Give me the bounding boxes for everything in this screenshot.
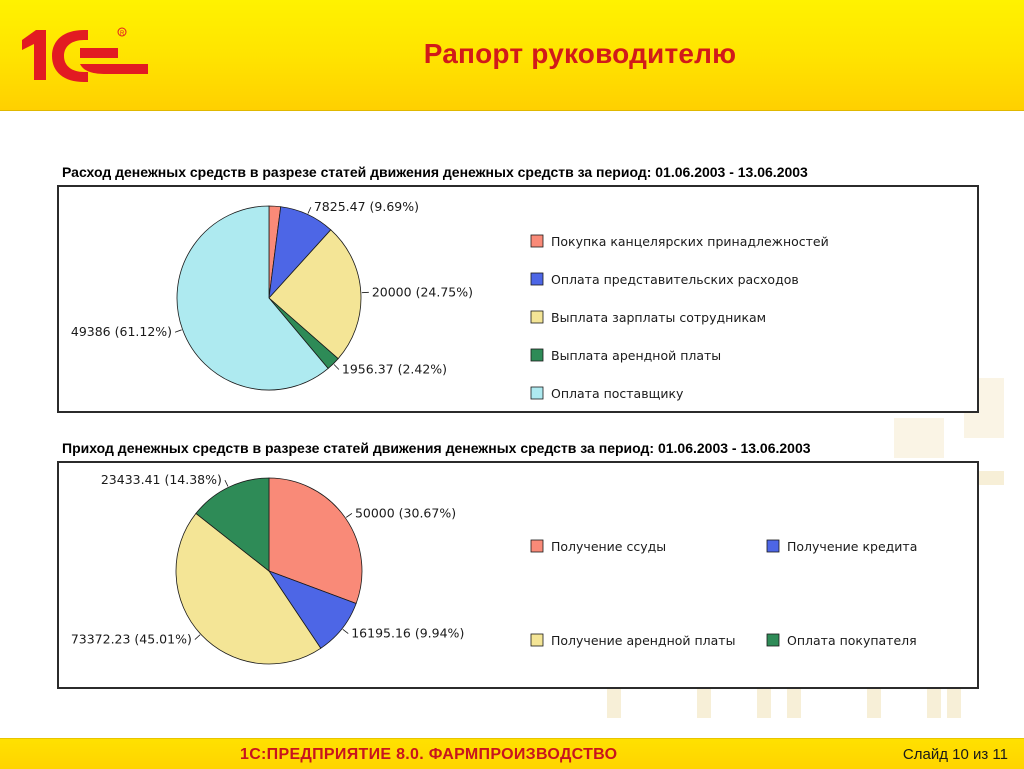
data-label: 7825.47 (9.69%) <box>314 199 419 214</box>
data-label-leader <box>175 330 182 332</box>
data-label: 49386 (61.12%) <box>71 324 172 339</box>
legend-swatch <box>531 540 543 552</box>
legend-label: Получение арендной платы <box>551 633 735 648</box>
data-label: 20000 (24.75%) <box>372 284 473 299</box>
income-chart-title: Приход денежных средств в разрезе статей движения денежных средств за период: 01.06.2003 - 13.06.2003 <box>62 440 811 456</box>
legend-label: Выплата зарплаты сотрудникам <box>551 310 766 325</box>
data-label-leader <box>334 364 339 369</box>
data-label: 16195.16 (9.94%) <box>351 626 464 641</box>
data-label-leader <box>346 513 352 517</box>
income-chart-panel <box>57 461 979 689</box>
legend-label: Получение кредита <box>787 539 917 554</box>
1c-logo <box>18 22 158 92</box>
data-label-leader <box>308 207 311 213</box>
data-label: 73372.23 (45.01%) <box>71 632 192 647</box>
legend-label: Выплата арендной платы <box>551 348 721 363</box>
legend-swatch <box>531 349 543 361</box>
legend-label: Оплата поставщику <box>551 386 684 401</box>
data-label-leader <box>225 480 228 486</box>
expense-chart-title: Расход денежных средств в разрезе статей движения денежных средств за период: 01.06.2003 - 13.06.2003 <box>62 164 808 180</box>
legend-swatch <box>531 273 543 285</box>
slide-footer <box>0 738 1024 769</box>
legend-label: Покупка канцелярских принадлежностей <box>551 234 829 249</box>
expense-pie-chart <box>59 187 977 411</box>
legend-swatch <box>767 634 779 646</box>
legend-swatch <box>531 634 543 646</box>
legend-label: Оплата представительских расходов <box>551 272 799 287</box>
data-label-leader <box>343 629 348 633</box>
page-title: Рапорт руководителю <box>320 38 840 70</box>
slide-header <box>0 0 1024 111</box>
data-label: 50000 (30.67%) <box>355 505 456 520</box>
expense-chart-panel <box>57 185 979 413</box>
data-label: 1956.37 (2.42%) <box>342 361 447 376</box>
legend-label: Оплата покупателя <box>787 633 917 648</box>
legend-swatch <box>531 311 543 323</box>
svg-text:R: R <box>120 31 125 37</box>
income-pie-chart <box>59 463 977 687</box>
legend-swatch <box>767 540 779 552</box>
footer-brand: 1С:ПРЕДПРИЯТИЕ 8.0. ФАРМПРОИЗВОДСТВО <box>240 746 617 764</box>
legend-swatch <box>531 235 543 247</box>
slide-counter: Слайд 10 из 11 <box>903 746 1008 763</box>
legend-label: Получение ссуды <box>551 539 666 554</box>
data-label: 23433.41 (14.38%) <box>101 472 222 487</box>
data-label-leader <box>195 635 200 640</box>
legend-swatch <box>531 387 543 399</box>
